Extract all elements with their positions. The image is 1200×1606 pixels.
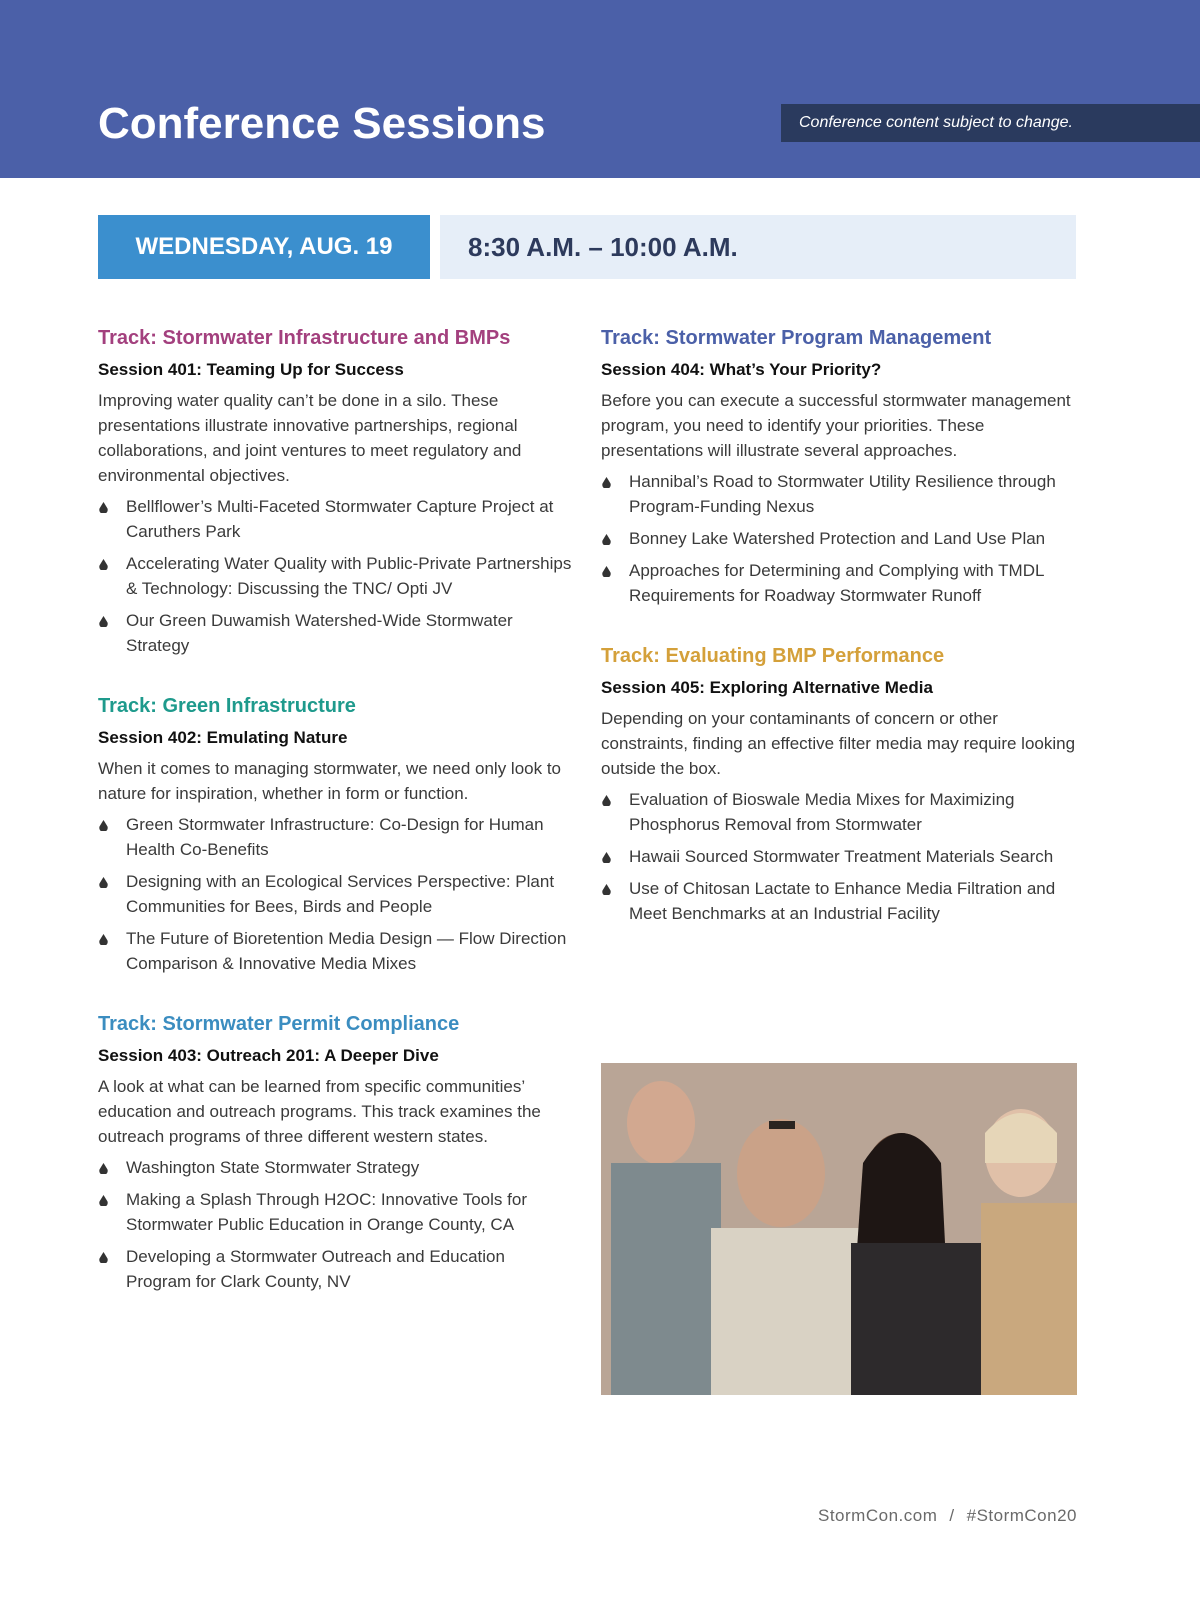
- presentation-item: [98, 494, 573, 544]
- footer-site[interactable]: StormCon.com: [818, 1506, 938, 1525]
- track-405: [601, 642, 1076, 926]
- audience-photo-illustration: [601, 1063, 1077, 1395]
- water-drop-icon: [99, 877, 108, 888]
- presentation-item: [601, 787, 1076, 837]
- footer-separator: /: [949, 1506, 955, 1525]
- presentation-title: Designing with an Ecological Services Perspective: Plant Communities for Bees, Birds and People: [126, 872, 555, 916]
- water-drop-icon: [99, 820, 108, 831]
- presentation-title: The Future of Bioretention Media Design — Flow Direction Comparison & Innovative Media Mixes: [126, 929, 567, 973]
- presentation-title: Making a Splash Through H2OC: Innovative Tools for Stormwater Public Education in Orange County, CA: [126, 1190, 527, 1234]
- water-drop-icon: [99, 1163, 108, 1174]
- presentation-list: [98, 812, 573, 976]
- session-description: Improving water quality can’t be done in a silo. These presentations illustrate innovative partnerships, regional collaborations, and joint ventures to meet regulatory and environmental objectives.: [98, 391, 522, 485]
- presentation-item: [601, 558, 1076, 608]
- presentation-title: Evaluation of Bioswale Media Mixes for Maximizing Phosphorus Removal from Stormwater: [629, 790, 1015, 834]
- water-drop-icon: [602, 884, 611, 895]
- presentation-title: Bellflower’s Multi-Faceted Stormwater Capture Project at Caruthers Park: [126, 497, 554, 541]
- water-drop-icon: [99, 934, 108, 945]
- presentation-list: [601, 787, 1076, 926]
- presentation-item: [98, 812, 573, 862]
- presentation-item: [98, 1155, 573, 1180]
- water-drop-icon: [99, 502, 108, 513]
- presentation-title: Use of Chitosan Lactate to Enhance Media Filtration and Meet Benchmarks at an Industrial Facility: [629, 879, 1056, 923]
- presentation-title: Developing a Stormwater Outreach and Education Program for Clark County, NV: [126, 1247, 505, 1291]
- presentation-item: [601, 876, 1076, 926]
- disclaimer-banner: Conference content subject to change.: [781, 104, 1200, 142]
- track-402: [98, 692, 573, 976]
- track-title: Track: Stormwater Infrastructure and BMPs: [98, 327, 511, 349]
- page-title: Conference Sessions: [98, 99, 546, 148]
- presentation-item: [98, 1187, 573, 1237]
- presentation-item: [98, 926, 573, 976]
- water-drop-icon: [99, 559, 108, 570]
- footer-hashtag: #StormCon20: [966, 1506, 1077, 1525]
- presentation-item: [601, 469, 1076, 519]
- water-drop-icon: [602, 534, 611, 545]
- session-title: Session 405: Exploring Alternative Media: [601, 678, 933, 697]
- session-title: Session 403: Outreach 201: A Deeper Dive: [98, 1046, 439, 1065]
- water-drop-icon: [99, 1195, 108, 1206]
- presentation-title: Washington State Stormwater Strategy: [126, 1158, 420, 1177]
- presentation-title: Hawaii Sourced Stormwater Treatment Materials Search: [629, 847, 1054, 866]
- presentation-item: [601, 526, 1076, 551]
- water-drop-icon: [602, 795, 611, 806]
- presentation-item: [98, 1244, 573, 1294]
- track-404: [601, 324, 1076, 608]
- session-description: When it comes to managing stormwater, we need only look to nature for inspiration, whether in form or function.: [98, 759, 562, 803]
- track-401: [98, 324, 573, 658]
- presentation-title: Green Stormwater Infrastructure: Co-Design for Human Health Co-Benefits: [126, 815, 544, 859]
- presentation-list: [601, 469, 1076, 608]
- time-label: 8:30 A.M. – 10:00 A.M.: [440, 215, 1076, 279]
- presentation-title: Our Green Duwamish Watershed-Wide Stormwater Strategy: [126, 611, 513, 655]
- track-title: Track: Evaluating BMP Performance: [601, 645, 945, 667]
- presentation-list: [98, 1155, 573, 1294]
- left-column: [98, 324, 573, 1328]
- session-description: Before you can execute a successful stormwater management program, you need to identify your priorities. These presentations will illustrate several approaches.: [601, 391, 1071, 460]
- day-label: WEDNESDAY, AUG. 19: [98, 215, 430, 279]
- audience-photo: [601, 1063, 1077, 1395]
- presentation-title: Approaches for Determining and Complying with TMDL Requirements for Roadway Stormwater Runoff: [629, 561, 1044, 605]
- session-title: Session 402: Emulating Nature: [98, 728, 348, 747]
- presentation-title: Hannibal’s Road to Stormwater Utility Resilience through Program-Funding Nexus: [629, 472, 1056, 516]
- presentation-item: [98, 608, 573, 658]
- water-drop-icon: [99, 1252, 108, 1263]
- session-description: Depending on your contaminants of concern or other constraints, finding an effective filter media may require looking outside the box.: [601, 709, 1076, 778]
- water-drop-icon: [602, 852, 611, 863]
- water-drop-icon: [99, 616, 108, 627]
- session-title: Session 404: What’s Your Priority?: [601, 360, 882, 379]
- track-title: Track: Stormwater Permit Compliance: [98, 1013, 460, 1035]
- presentation-item: [98, 551, 573, 601]
- presentation-item: [601, 844, 1076, 869]
- header-banner: [0, 0, 1200, 178]
- water-drop-icon: [602, 566, 611, 577]
- water-drop-icon: [602, 477, 611, 488]
- track-title: Track: Green Infrastructure: [98, 695, 356, 717]
- presentation-title: Bonney Lake Watershed Protection and Land Use Plan: [629, 529, 1046, 548]
- session-description: A look at what can be learned from specific communities’ education and outreach programs. This track examines the outreach programs of three different western states.: [98, 1077, 541, 1146]
- presentation-item: [98, 869, 573, 919]
- right-column: [601, 324, 1076, 960]
- presentation-title: Accelerating Water Quality with Public-Private Partnerships & Technology: Discussing the TNC/ Opti JV: [126, 554, 572, 598]
- footer: [818, 1506, 1077, 1526]
- track-403: [98, 1010, 573, 1294]
- session-title: Session 401: Teaming Up for Success: [98, 360, 404, 379]
- track-title: Track: Stormwater Program Management: [601, 327, 992, 349]
- presentation-list: [98, 494, 573, 658]
